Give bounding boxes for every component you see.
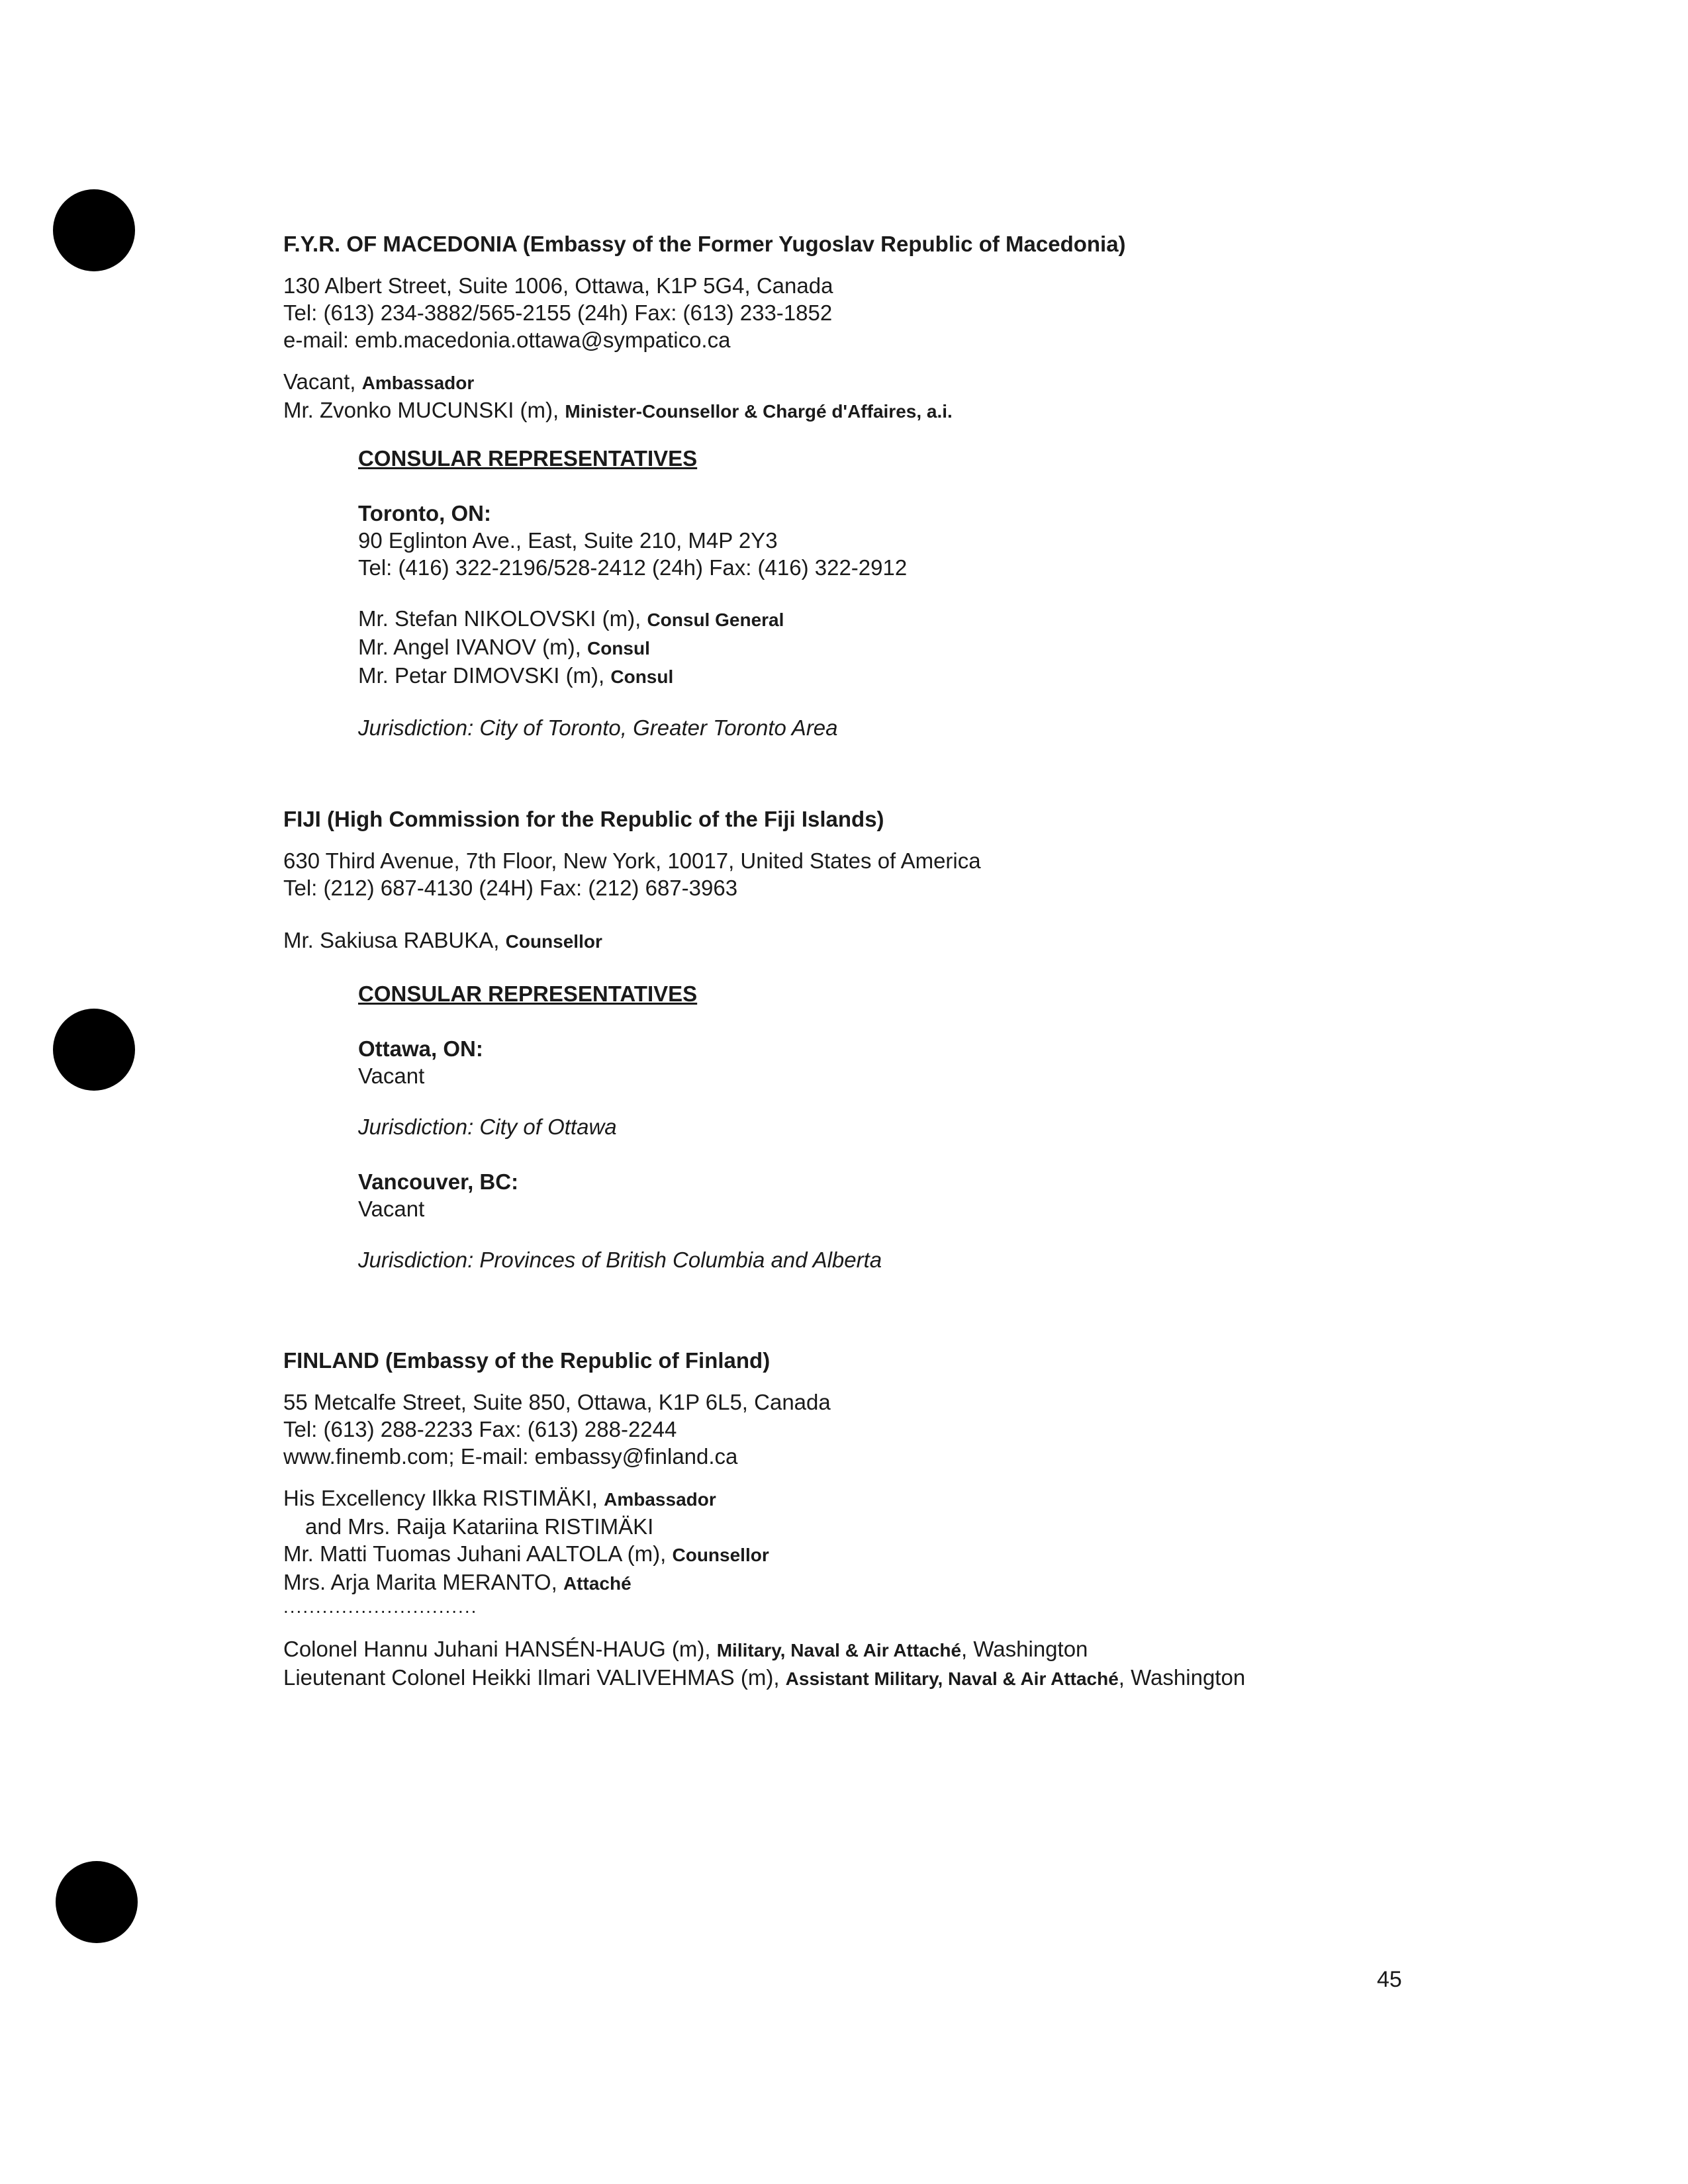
- page-number: 45: [1377, 1967, 1402, 1992]
- consulate-status: Vacant: [358, 1197, 425, 1221]
- staff-line: Vacant, Ambassador: [283, 369, 475, 394]
- consulate-city: Vancouver, BC:: [358, 1169, 519, 1194]
- consular-heading: CONSULAR REPRESENTATIVES: [358, 446, 698, 471]
- entry-heading: F.Y.R. OF MACEDONIA (Embassy of the Former Yugoslav Republic of Macedonia): [283, 232, 1126, 256]
- spouse-line: and Mrs. Raija Katariina RISTIMÄKI: [305, 1514, 654, 1539]
- punch-hole-bottom: [56, 1861, 138, 1943]
- telephone: Tel: (212) 687-4130 (24H) Fax: (212) 687-3963: [283, 876, 738, 900]
- consul-line: Mr. Petar DIMOVSKI (m), Consul: [358, 663, 674, 688]
- address: 55 Metcalfe Street, Suite 850, Ottawa, K1P 6L5, Canada: [283, 1390, 831, 1414]
- finland-entry: [283, 1347, 1541, 1692]
- email: e-mail: emb.macedonia.ottawa@sympatico.ca: [283, 328, 731, 352]
- jurisdiction: Jurisdiction: City of Toronto, Greater Toronto Area: [358, 715, 838, 740]
- jurisdiction: Jurisdiction: City of Ottawa: [358, 1115, 617, 1139]
- punch-hole-middle: [53, 1009, 135, 1091]
- entry-heading: FINLAND (Embassy of the Republic of Finland): [283, 1348, 771, 1373]
- consulate-telephone: Tel: (416) 322-2196/528-2412 (24h) Fax: (416) 322-2912: [358, 555, 908, 580]
- military-attache-line: Lieutenant Colonel Heikki Ilmari VALIVEHMAS (m), Assistant Military, Naval & Air Attaché, Washington: [283, 1665, 1246, 1690]
- punch-hole-top: [53, 189, 135, 271]
- military-attache-line: Colonel Hannu Juhani HANSÉN-HAUG (m), Military, Naval & Air Attaché, Washington: [283, 1637, 1088, 1661]
- ambassador-line: His Excellency Ilkka RISTIMÄKI, Ambassador: [283, 1486, 716, 1510]
- telephone: Tel: (613) 234-3882/565-2155 (24h) Fax: (613) 233-1852: [283, 300, 833, 325]
- staff-line: Mr. Zvonko MUCUNSKI (m), Minister-Counsellor & Chargé d'Affaires, a.i.: [283, 398, 953, 422]
- telephone: Tel: (613) 288-2233 Fax: (613) 288-2244: [283, 1417, 677, 1441]
- macedonia-entry: [283, 231, 1541, 741]
- website-email: www.finemb.com; E-mail: embassy@finland.ca: [283, 1444, 738, 1469]
- consulate-city: Toronto, ON:: [358, 501, 491, 525]
- consulate-city: Ottawa, ON:: [358, 1036, 483, 1061]
- entry-heading: FIJI (High Commission for the Republic of the Fiji Islands): [283, 807, 884, 831]
- consulate-address: 90 Eglinton Ave., East, Suite 210, M4P 2Y3: [358, 528, 778, 553]
- address: 630 Third Avenue, 7th Floor, New York, 10017, United States of America: [283, 848, 981, 873]
- fiji-entry: [283, 806, 1541, 1273]
- staff-line: Mrs. Arja Marita MERANTO, Attaché: [283, 1570, 632, 1594]
- staff-line: Mr. Matti Tuomas Juhani AALTOLA (m), Counsellor: [283, 1541, 769, 1566]
- staff-line: Mr. Sakiusa RABUKA, Counsellor: [283, 928, 602, 952]
- consul-line: Mr. Stefan NIKOLOVSKI (m), Consul General: [358, 606, 784, 631]
- consular-heading: CONSULAR REPRESENTATIVES: [358, 981, 698, 1006]
- consulate-status: Vacant: [358, 1064, 425, 1088]
- separator: ..............................: [283, 1596, 478, 1617]
- jurisdiction: Jurisdiction: Provinces of British Columbia and Alberta: [358, 1248, 882, 1272]
- consul-line: Mr. Angel IVANOV (m), Consul: [358, 635, 650, 659]
- address: 130 Albert Street, Suite 1006, Ottawa, K1P 5G4, Canada: [283, 273, 833, 298]
